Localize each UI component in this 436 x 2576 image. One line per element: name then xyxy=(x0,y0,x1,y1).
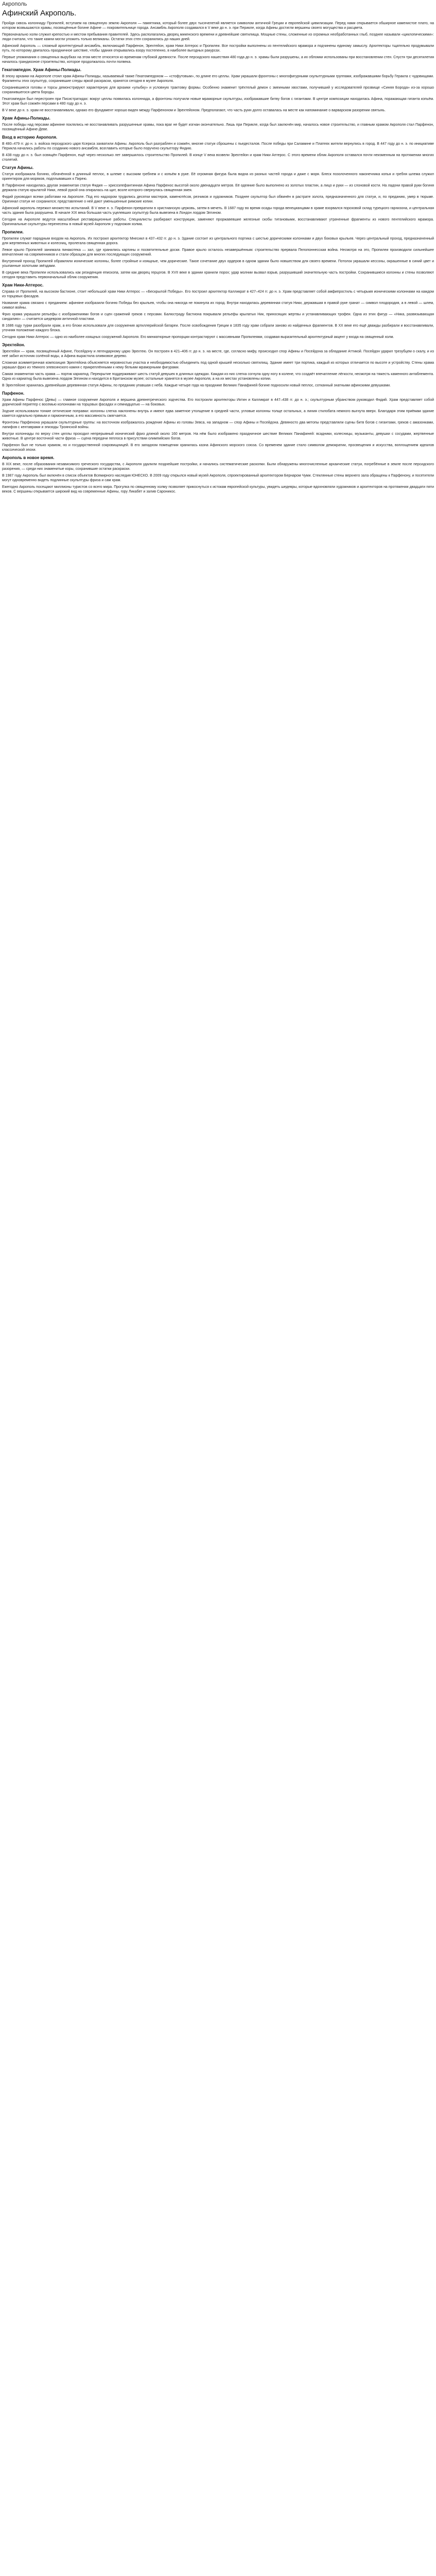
paragraph: Парфенон был не только храмом, но и государственной сокровищницей. В его западном помещении хранилась казна Афинского морского союза. Со временем здание стало символом демократии, просвещения и искусства, воплощением идеалов классической эпохи. xyxy=(2,444,434,452)
paragraph: Внутри колоннады по верху стен целлы проходил непрерывный ионический фриз длиной около 160 метров. На нём было изображено праздничное шествие Великих Панафиней: всадники, колесницы, музыканты, девушки с сосудами, жертвенные животные. В центре восточной части фриза — сцена передачи пеплоса в присутствии олимпийских богов. xyxy=(2,432,434,440)
paragraph: В 1987 году Акрополь был включён в список объектов Всемирного наследия ЮНЕСКО. В 2009 году открылся новый музей Акрополя, спроектированный архитектором Бернаром Чуми. Стеклянные стены верхнего зала обращены к Парфенону, и посетители могут одновременно видеть подлинные скульптуры фриза и сам храм. xyxy=(2,474,434,482)
section-heading: Акрополь в новое время. xyxy=(2,455,55,460)
section-heading: Храм Афины-Полиады. xyxy=(2,116,50,121)
paragraph: В 480–479 гг. до н. э. войска персидского царя Ксеркса захватили Афины. Акрополь был разграблен и сожжён, многие статуи сброшены с пьедесталов. После победы при Саламине и Платеях жители вернулись в город. В 447 году до н. э. по инициативе Перикла начались работы по созданию нового ансамбля, возглавить которые было поручено скульптору Фидию. xyxy=(2,142,434,150)
paragraph: Справа от Пропилей, на высоком бастионе, стоит небольшой храм Ники Аптерос — «Бескрылой Победы». Его построил архитектор Калликрат в 427–424 гг. до н. э. Храм представляет собой амфипростиль с четырьмя ионическими колоннами на каждом из торцовых фасадов. xyxy=(2,290,434,298)
paragraph: Сегодня храм Ники Аптерос — одно из наиболее изящных сооружений Акрополя. Его миниатюрные пропорции контрастируют с массивными Пропилеями, создавая выразительный архитектурный акцент у входа на священный холм. xyxy=(2,335,394,339)
paragraph: Фронтоны Парфенона украшали скульптурные группы: на восточном изображалось рождение Афины из головы Зевса, на западном — спор Афины и Посейдона. Девяносто два метопы представляли сцены битв богов с гигантами, греков с амазонками, лапифов с кентаврами и эпизоды Троянской войны. xyxy=(2,421,434,429)
paragraph: Гекатомпедон был перестроен при Писистратидах: вокруг целлы появилась колоннада, а фронтоны получили новые мраморные скульптуры, изображавшие битву богов с гигантами. В центре композиции находилась Афина, поражающая гиганта копьём. Этот храм был сожжён персами в 480 году до н. э. xyxy=(2,97,434,106)
paragraph: Название храма связано с преданием: афиняне изобразили богиню Победы без крыльев, чтобы она никогда не покинула их город. Внутри находилась деревянная статуя Ники, державшая в правой руке гранат — символ плодородия, а в левой — шлем, символ войны. xyxy=(2,301,434,310)
paragraph: Сложная асимметричная композиция Эрехтейона объясняется неровностью участка и необходимостью объединить под одной крышей несколько святилищ. Здание имеет три портика, каждый из которых отличается по высоте и устройству. Стены храма украшал фриз из тёмного элевсинского камня с прикреплёнными к нему белыми мраморными фигурами. xyxy=(2,361,434,369)
paragraph: После победы над персами афиняне поклялись не восстанавливать разрушенные храмы, пока враг не будет изгнан окончательно. Лишь при Перикле, когда был заключён мир, началось новое строительство, и главным храмом Акрополя стал Парфенон, посвящённый Афине-Деве. xyxy=(2,123,434,131)
paragraph: Самая знаменитая часть храма — портик кариатид. Перекрытие поддерживают шесть статуй девушек в длинных одеждах. Каждая из них слегка согнула одну ногу в колене, что создаёт впечатление лёгкости, несмотря на тяжесть каменного антаблемента. Одна из кариатид была вывезена лордом Элгином и находится в Британском музее; остальные хранятся в музее Акрополя, а на их местах установлены копии. xyxy=(2,372,434,381)
article-body xyxy=(2,21,434,494)
section-heading: Гекатомпедон. Храм Афины-Полиады. xyxy=(2,67,81,72)
paragraph: В 1686 году турки разобрали храм, а его блоки использовали для сооружения артиллерийской батареи. После освобождения Греции в 1835 году храм собрали заново из найденных фрагментов. В XX веке его ещё дважды разбирали и восстанавливали, уточняя положение каждого блока. xyxy=(2,324,434,332)
paragraph: В Парфеноне находилась другая знаменитая статуя Фидия — хрисоэлефантинная Афина Парфенос высотой около двенадцати метров. Её одеяние было выполнено из золотых пластин, а лицо и руки — из слоновой кости. На ладони правой руки богиня держала статую крылатой Ники, левой рукой она опиралась на щит, возле которого свернулась священная змея. xyxy=(2,184,434,192)
paragraph: Афинский акрополь пережил множество испытаний. В V веке н. э. Парфенон превратили в христианскую церковь, затем в мечеть. В 1687 году во время осады города венецианцами в храме взорвался пороховой склад турецкого гарнизона, и центральная часть здания была разрушена. В начале XIX века большая часть уцелевших скульптур была вывезена в Лондон лордом Элгином. xyxy=(2,207,434,215)
paragraph: Пройдя сквозь колоннаду Пропилей, вступаем на священную землю Акрополя — памятника, который более двух тысячелетий является символом античной Греции и европейской цивилизации. Перед нами открывается обширное каменистое плато, на котором возвышаются храмы, посвящённые богине Афине — покровительнице города. Ансамбль Акрополя создавался в V веке до н. э. при Перикле, когда Афины достигли вершины своего могущества и расцвета. xyxy=(2,22,434,30)
paragraph: Статуя изображала богиню, облачённой в длинный пеплос, в шлеме с высоким гребнем и с копьём в руке. Её огромная фигура была видна из разных частей города и даже с моря. Блеск позолоченного наконечника копья и гребня шлема служил ориентиром для моряков, подплывавших к Пирею. xyxy=(2,173,434,181)
section-heading: Парфенон. xyxy=(2,391,25,396)
paragraph: В V веке до н. э. храм не восстанавливали, однако его фундамент хорошо виден между Парфеноном и Эрехтейоном. Предполагают, что часть руин долго оставалась на месте как напоминание о варварском разорении святынь. xyxy=(2,109,386,112)
paragraph: Первоначально холм служил крепостью и местом пребывания правителей. Здесь располагались дворец микенского времени и древнейшие святилища. Мощные стены, сложенные из огромных необработанных глыб, позднее называли «циклопическими»: люди считали, что такие камни могли уложить только великаны. Остатки этих стен сохранились до наших дней. xyxy=(2,33,434,41)
paragraph: В эпоху архаики на Акрополе стоял храм Афины-Полиады, называемый также Гекатомпедоном — «стофутовым», по длине его целлы. Храм украшали фронтоны с многофигурными скульптурными группами, изображавшими борьбу Геракла с чудовищами. Фрагменты этих скульптур, сохранившие следы яркой раскраски, хранятся сегодня в музее Акрополя. xyxy=(2,75,434,83)
paragraph: Фидий руководил всеми работами на Акрополе. Под его надзором трудились десятки мастеров, каменотёсов, резчиков и художников. Позднее скульптор был обвинён в растрате золота, предназначенного для статуи, и, по преданию, умер в тюрьме. Оригинал статуи не сохранился; представление о ней дают уменьшенные римские копии. xyxy=(2,195,434,204)
paragraph: В средние века Пропилеи использовались как резиденция епископа, затем как дворец герцогов. В XVII веке в здании хранили порох; удар молнии вызвал взрыв, разрушивший значительную часть постройки. Сохранившиеся колонны и стены позволяют сегодня представить первоначальный облик сооружения. xyxy=(2,271,434,279)
paragraph: Пропилеи служат парадным входом на Акрополь. Их построил архитектор Мнесикл в 437–432 гг. до н. э. Здание состоит из центрального портика с шестью дорическими колоннами и двух боковых крыльев. Через центральный проход, предназначенный для жертвенных животных и колесниц, пролегала священная дорога. xyxy=(2,237,434,245)
paragraph: Ежегодно Акрополь посещают миллионы туристов со всего мира. Прогулка по священному холму позволяет прикоснуться к истокам европейской культуры, увидеть шедевры, которые вдохновляли художников и архитекторов на протяжении двадцати пяти веков. С вершины открывается широкий вид на современные Афины, гору Ликабет и залив Сароникос. xyxy=(2,485,434,494)
paragraph: Храм Афины Парфенос (Девы) — главное сооружение Акрополя и вершина древнегреческого зодчества. Его построили архитекторы Иктин и Калликрат в 447–438 гг. до н. э.; скульптурным убранством руководил Фидий. Храм представляет собой дорический периптер с восемью колоннами на торцовых фасадах и семнадцатью — на боковых. xyxy=(2,398,434,406)
section-heading: Эрехтейон. xyxy=(2,343,25,347)
paragraph: Первые упоминания о священных вырубках на этом месте относятся ко временам глубокой древности. После персидского нашествия 480 года до н. э. храмы были разрушены, а их обломки использованы при восстановлении стен. Спустя три десятилетия началось грандиозное строительство, которое продолжалось почти полвека. xyxy=(2,56,434,64)
paragraph: Сегодня на Акрополе ведутся масштабные реставрационные работы. Специалисты разбирают конструкции, заменяют проржавевшие железные скобы титановыми, восстанавливают утраченные фрагменты из нового пентелийского мрамора. Оригинальные скульптуры перенесены в новый музей Акрополя у подножия холма. xyxy=(2,218,434,226)
section-heading: Вход в историю Акрополя. xyxy=(2,135,58,140)
paragraph: Фриз храма украшали рельефы с изображениями богов и сцен сражений греков с персами. Балюстраду бастиона покрывали рельефы крылатых Ник, приносящих жертвы и устанавливающих трофеи. Одна из этих фигур — «Ника, развязывающая сандалию» — считается шедевром античной пластики. xyxy=(2,313,434,321)
paragraph: В XIX веке, после образования независимого греческого государства, с Акрополя удалили позднейшие постройки, и начались систематические раскопки. Были обнаружены многочисленные архаические статуи, погребённые в земле после персидского разорения, — среди них знаменитые коры, сохранившие остатки раскраски. xyxy=(2,463,434,471)
paragraph: Зодчие использовали тонкие оптические поправки: колонны слегка наклонены внутрь и имеют едва заметное утолщение в средней части, угловые колонны толще остальных, а линия стилобата немного выгнута вверх. Благодаря этим приёмам здание кажется идеально прямым и гармоничным, а его массивность смягчается. xyxy=(2,410,434,418)
paragraph: Внутренний проход Пропилей обрамляли ионические колонны, более стройные и изящные, чем дорические. Такое сочетание двух ордеров в одном здании было новшеством для своего времени. Потолок украшали кессоны, окрашенные в синий цвет и усыпанные золотыми звёздами. xyxy=(2,260,434,268)
page-title: Афинский Акрополь. xyxy=(2,9,77,18)
paragraph: Афинский Акрополь — сложный архитектурный ансамбль, включающий Парфенон, Эрехтейон, храм Ники Аптерос и Пропилеи. Все постройки выполнены из пентелийского мрамора и подчинены единому замыслу. Архитекторы тщательно продумывали путь, по которому двигалось праздничное шествие, чтобы здания открывались взору постепенно, в наиболее выгодных ракурсах. xyxy=(2,44,434,53)
breadcrumb[interactable]: Акрополь xyxy=(2,1,27,7)
page xyxy=(0,0,436,494)
section-heading: Храм Ники-Аптерос. xyxy=(2,283,44,287)
paragraph: В Эрехтейоне хранилась древнейшая деревянная статуя Афины, по преданию упавшая с неба. Каждые четыре года на празднике Великих Панафиней богине подносили новый пеплос, сотканный знатными афинскими девушками. xyxy=(2,384,391,387)
paragraph: Сохранившиеся головы и торсы демонстрируют характерную для архаики «улыбку» и условную трактовку формы. Особенно знаменит трёхтелый демон с змеиными хвостами, получивший у исследователей прозвище «Синяя Борода» из-за хорошо сохранившегося цвета бороды. xyxy=(2,86,434,94)
paragraph: Эрехтейон — храм, посвящённый Афине, Посейдону и легендарному царю Эрехтею. Он построен в 421–406 гг. до н. э. на месте, где, согласно мифу, происходил спор Афины и Посейдона за обладание Аттикой. Посейдон ударил трезубцем о скалу, и из неё забил источник солёной воды, а Афина вырастила оливковое дерево. xyxy=(2,350,434,358)
section-heading: Статуя Афины. xyxy=(2,165,34,170)
paragraph: Левое крыло Пропилей занимала пинакотека — зал, где хранились картины и посвятительные доски. Правое крыло осталось незавершённым: строительство прервала Пелопоннесская война. Несмотря на это, Пропилеи производили сильнейшее впечатление на современников и стали образцом для многих последующих сооружений. xyxy=(2,248,434,257)
section-heading: Пропилеи. xyxy=(2,230,24,234)
paragraph: В 438 году до н. э. был освящён Парфенон, ещё через несколько лет завершилось строительство Пропилей. В конце V века возвели Эрехтейон и храм Ники Аптерос. С этого времени облик Акрополя оставался почти неизменным на протяжении многих столетий. xyxy=(2,154,434,162)
